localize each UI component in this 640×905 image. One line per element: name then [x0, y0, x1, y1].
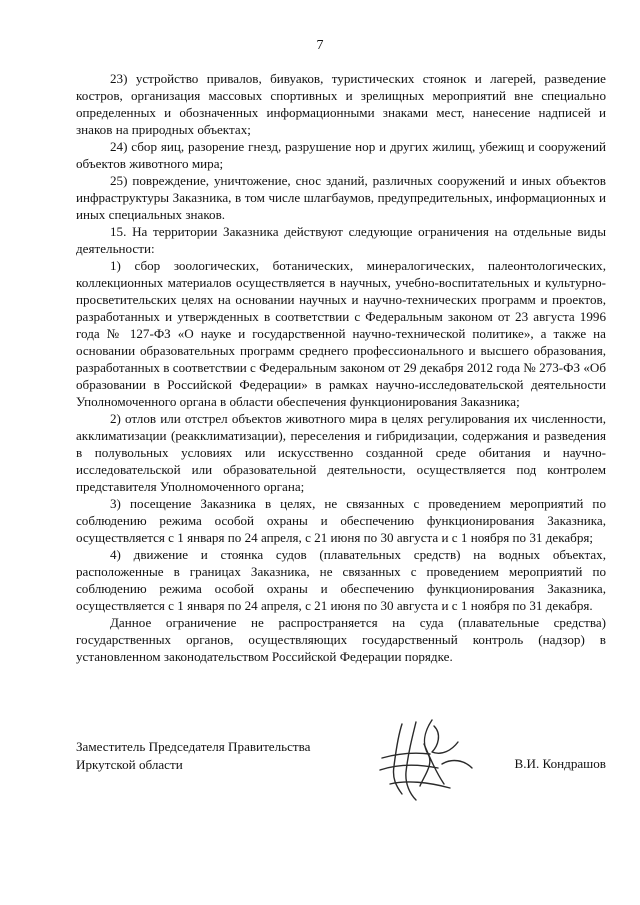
signatory-position-line1: Заместитель Председателя Правительства: [76, 739, 311, 754]
paragraph-restriction-1: 1) сбор зоологических, ботанических, минералогических, палеонтологических, коллекционных материалов осуществляется в научных, учебно-воспитательных и культурно-просветительских целях на основании научных и научно-технических программ и проектов, разработанных и утвержденных в соответствии с Федеральным законом от 23 августа 1996 года № 127-ФЗ «О науке и государственной научно-технической политике», а также на основании образовательных программ среднего профессионального и высшего образования, разработанных в соответствии с Федеральным законом от 29 декабря 2012 года № 273-ФЗ «Об образовании в Российской Федерации» в рамках научно-исследовательской деятельности Уполномоченного органа в области обеспечения функционирования Заказника;: [76, 258, 606, 409]
paragraph-item-23: 23) устройство привалов, бивуаков, туристических стоянок и лагерей, разведение костров, организация массовых спортивных и зрелищных мероприятий вне специально определенных и обозначенных информационными знаками мест, нанесение надписей и знаков на природных объектах;: [76, 71, 606, 137]
paragraph-restriction-4: 4) движение и стоянка судов (плавательных средств) на водных объектах, расположенные в границах Заказника, не связанных с проведением мероприятий по соблюдению режима особой охраны и обеспечению функционирования Заказника, осуществляется с 1 января по 24 апреля, с 21 июня по 30 августа и с 1 ноября по 31 декабря.: [76, 547, 606, 613]
signatory-position: [76, 738, 310, 773]
signatory-name: В.И. Кондрашов: [514, 756, 606, 771]
paragraph-item-24: 24) сбор яиц, разорение гнезд, разрушение нор и других жилищ, убежищ и сооружений объектов животного мира;: [76, 139, 606, 171]
paragraph-section-15: 15. На территории Заказника действуют следующие ограничения на отдельные виды деятельности:: [76, 224, 606, 256]
paragraph-item-25: 25) повреждение, уничтожение, снос зданий, различных сооружений и иных объектов инфраструктуры Заказника, в том числе шлагбаумов, предупредительных, информационных и иных специальных знаков.: [76, 173, 606, 222]
document-body: [76, 70, 606, 665]
paragraph-restriction-3: 3) посещение Заказника в целях, не связанных с проведением мероприятий по соблюдению режима особой охраны и обеспечению функционирования Заказника, осуществляется с 1 января по 24 апреля, с 21 июня по 30 августа и с 1 ноября по 31 декабря;: [76, 496, 606, 545]
handwritten-signature: [372, 714, 482, 804]
page-number: 7: [316, 38, 324, 53]
paragraph-exception: Данное ограничение не распространяется на суда (плавательные средства) государственных органов, осуществляющих государственный контроль (надзор) в установленном законодательством Российской Федерации порядке.: [76, 615, 606, 664]
signatory-position-line2: Иркутской области: [76, 756, 183, 772]
paragraph-restriction-2: 2) отлов или отстрел объектов животного мира в целях регулирования их численности, акклиматизации (реакклиматизации), переселения и гибридизации, содержания и разведения в полувольных условиях или искусственно созданной среде обитания и научно-исследовательской или образовательной деятельности, осуществляется под контролем представителя Уполномоченного органа;: [76, 411, 606, 494]
